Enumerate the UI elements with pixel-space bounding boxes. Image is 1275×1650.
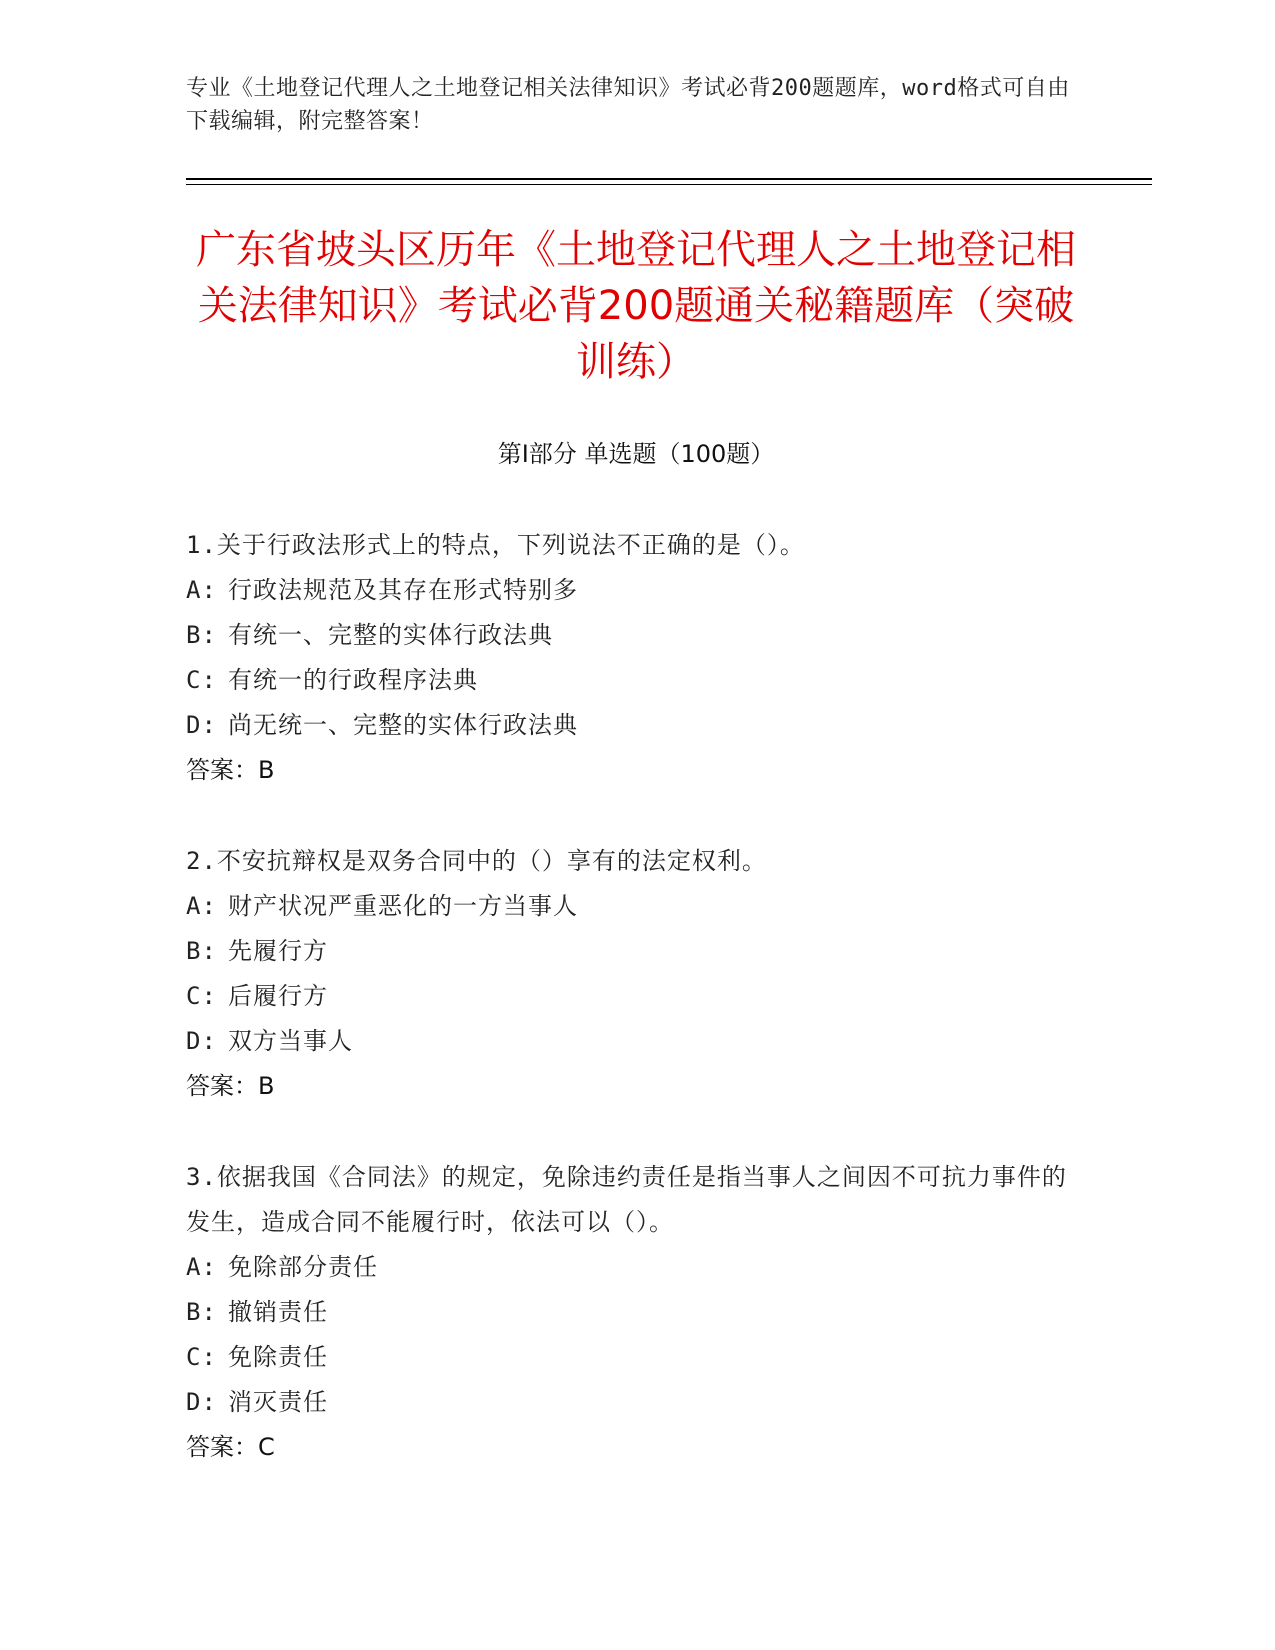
- option-b: [186, 613, 1086, 658]
- header-note: 专业《土地登记代理人之土地登记相关法律知识》考试必背200题题库，word格式可自由下载编辑，附完整答案！: [186, 76, 1070, 134]
- question-stem: 2.不安抗辩权是双务合同中的（）享有的法定权利。: [186, 847, 767, 875]
- option-a: [186, 568, 1086, 613]
- option-text: 免除部分责任: [228, 1253, 378, 1281]
- header-divider-thin: [186, 184, 1152, 185]
- option-text: 行政法规范及其存在形式特别多: [228, 576, 578, 604]
- option-letter: C:: [186, 982, 217, 1010]
- section-title: 第Ⅰ部分 单选题（100题）: [497, 440, 775, 468]
- option-c: [186, 974, 1086, 1019]
- option-d: [186, 703, 1086, 748]
- option-letter: B:: [186, 937, 217, 965]
- option-text: 有统一的行政程序法典: [228, 666, 478, 694]
- option-d: [186, 1380, 1086, 1425]
- option-letter: D:: [186, 1027, 217, 1055]
- option-letter: C:: [186, 666, 217, 694]
- option-letter: B:: [186, 621, 217, 649]
- document-title: 广东省坡头区历年《土地登记代理人之土地登记相关法律知识》考试必背200题通关秘籍题库（突破训练）: [196, 227, 1076, 385]
- option-letter: A:: [186, 1253, 217, 1281]
- option-letter: B:: [186, 1298, 217, 1326]
- option-text: 先履行方: [228, 937, 328, 965]
- option-text: 消灭责任: [228, 1388, 328, 1416]
- option-text: 双方当事人: [228, 1027, 353, 1055]
- option-b: [186, 1290, 1086, 1335]
- option-b: [186, 929, 1086, 974]
- option-letter: D:: [186, 711, 217, 739]
- option-text: 后履行方: [228, 982, 328, 1010]
- option-text: 免除责任: [228, 1343, 328, 1371]
- option-text: 有统一、完整的实体行政法典: [228, 621, 553, 649]
- option-letter: C:: [186, 1343, 217, 1371]
- question-item: [186, 523, 1086, 793]
- option-a: [186, 1245, 1086, 1290]
- option-d: [186, 1019, 1086, 1064]
- question-stem: 3.依据我国《合同法》的规定，免除违约责任是指当事人之间因不可抗力事件的发生，造成合同不能履行时，依法可以（）。: [186, 1163, 1067, 1236]
- question-stem: 1.关于行政法形式上的特点，下列说法不正确的是（）。: [186, 531, 805, 559]
- option-text: 尚无统一、完整的实体行政法典: [228, 711, 578, 739]
- option-letter: A:: [186, 576, 217, 604]
- answer-line: 答案：B: [186, 1072, 275, 1100]
- answer-line: 答案：C: [186, 1433, 275, 1461]
- option-c: [186, 658, 1086, 703]
- question-item: [186, 1155, 1086, 1470]
- answer-line: 答案：B: [186, 756, 275, 784]
- header-divider-thick: [186, 178, 1152, 180]
- option-letter: D:: [186, 1388, 217, 1416]
- option-c: [186, 1335, 1086, 1380]
- option-text: 财产状况严重恶化的一方当事人: [228, 892, 578, 920]
- option-a: [186, 884, 1086, 929]
- option-letter: A:: [186, 892, 217, 920]
- option-text: 撤销责任: [228, 1298, 328, 1326]
- question-item: [186, 839, 1086, 1109]
